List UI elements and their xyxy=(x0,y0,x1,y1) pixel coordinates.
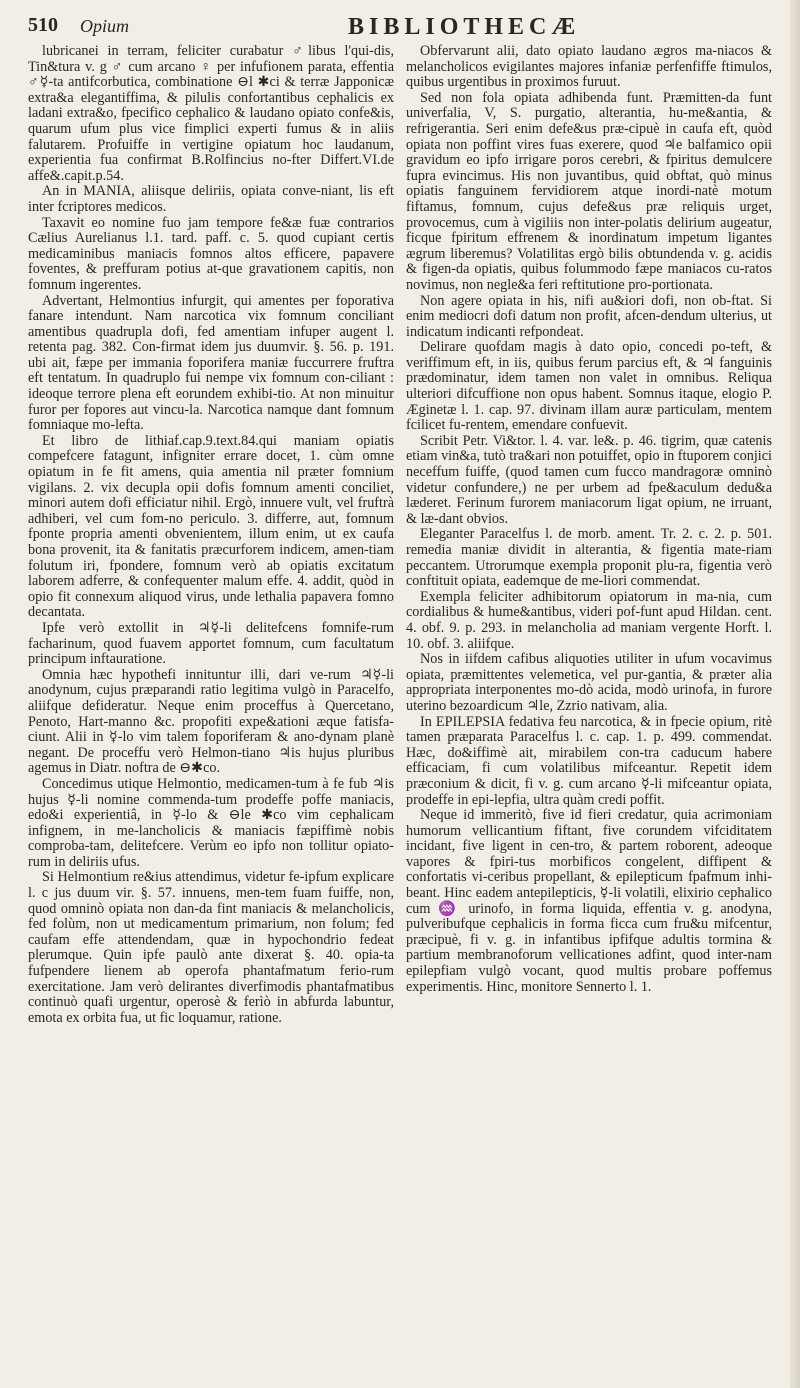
paragraph: Non agere opiata in his, nifi au&iori dofi, non ob-ftat. Si enim mediocri dofi datum non profit, afcen-dendum ulterius, ut indicatum indicanti refpondeat. xyxy=(406,292,772,340)
paragraph: Neque id immeritò, five id fieri credatur, quia acrimoniam humorum vellicantium fiftant, five corundem vifciditatem incidant, five ligent in cen-tro, & partem roborent, adeoque vapores & fpiri-tus morbificos congelent, diffipent & confortatis vi-ceribus propellant, & epilepticum fpafmum inhi-beant. Hinc eadem antepilepticis, ☿-li volatili, elixirio cephalico cum ♒ urinofo, in forma liquida, effentia v. g. anodyna, pulveribufque cephalicis in forma ficca cum fru&u mifcentur, præcipuè, fi v. g. in infantibus ipfifque adultis tormina & partium membranoforum vellicationes adfint, quod inter-nam epilepfiam vulgò vocant, quod multis probare poffemus experimentis. Hinc, monitore Sennerto l. 1. xyxy=(406,807,772,995)
running-word: Opium xyxy=(80,16,129,36)
paragraph: Obfervarunt alii, dato opiato laudano ægros ma-niacos & melancholicos evigilantes majores infaniæ perfenfiffe ftimulos, quibus urgentibus in proximos furuut. xyxy=(406,44,772,91)
paragraph: Delirare quofdam magis à dato opio, concedi po-teft, & veriffimum eft, in iis, quibus ferum parcius eft, & ♃ fanguinis prædominatur, idem tamen non valet in omnibus. Reliqua ulteriori difcuffione non opus habent. Somnus itaque, elogio P. Æginetæ l. 1. cap. 97. divinam illam auræ particulam, mentem fcilicet fu-rentem, emendare confuevit. xyxy=(406,339,772,434)
paragraph: Omnia hæc hypothefi innituntur illi, dari ve-rum ♃☿-li anodynum, cujus præparandi ratio legitima vulgò in Paracelfo, aliifque defideratur. Neque enim proceffus à Quercetano, Penoto, Hart-manno &c. propofiti expe&ationi æque fatisfa-ciunt. Alii in ☿-lo vim talem foporiferam & ano-dynam planè negant. De proceffu verò Helmon-tiano ♃is hujus pluribus agemus in Diatr. noftra de ⊖✱co. xyxy=(28,666,394,777)
paragraph: Exempla feliciter adhibitorum opiatorum in ma-nia, cum cordialibus & hume&antibus, videri pof-funt apud Hildan. cent. 4. obf. 9. p. 293. in melancholia ad maniam vergente Horft. l. 10. obf. 3. aliifque. xyxy=(406,588,772,652)
page-header xyxy=(28,14,788,48)
paragraph: Et libro de lithiaf.cap.9.text.84.qui maniam opiatis compefcere fatagunt, infigniter errare docet, 1. cùm omne opiatum in fe fit amens, quia amentia nil præter fomnium vigilans. 2. vix decupla opii dofis fomnum amenti conciliet, minori autem dofi efficiatur nihil. Ergò, innuere vult, vel fruftrà adhiberi, vel cum fom-no periculo. 3. differre, aut, fomnum fponte propria amenti obvenientem, illum enim, ut ex caufa bona provenit, ita & fanitatis præcurforem indicem, amen-tiam folutum iri, fpondere, fomnum verò ab opiatis excitatum laborem adferre, & confequenter malum effe. 4. addit, quòd in opio fit connexum aliquod virus, unde lethalia papavera fomno decantata. xyxy=(28,432,394,621)
page-edge xyxy=(790,0,800,1388)
paragraph: lubricanei in terram, feliciter curabatur ♂libus l'qui-dis, Tin&tura v. g ♂ cum arcano ♀ per infufionem parata, effentia ♂☿-ta antifcorbutica, combinatione ⊖l ✱ci & terræ Japponicæ extra&a elegantiffima, & pilulis confortantibus cephalicis ex ladani extra&o, fpecifico cephalico & laudano opiato confe&is, quarum ufum plus vice fimplici experti fumus & in aliis falutarem. Profuiffe in vertigine opiatum hoc laudanum, experientia fua confirmat B.Rolfincius no-fter Differt.VI.de affe&.capit.p.54. xyxy=(28,44,394,184)
paragraph: An in MANIA, aliisque deliriis, opiata conve-niant, lis eft inter fcriptores medicos. xyxy=(28,183,394,215)
paragraph: In EPILEPSIA fedativa feu narcotica, & in fpecie opium, ritè tamen præparata Paracelfus l. c. cap. 1. p. 499. commendat. Hæc, do&iffimè ait, mirabilem con-tra caducum habere efficaciam, fi cum volatilibus mifceantur. Repetit idem præconium & dicit, fi v. g. cum arcano ☿-li mifceantur opiata, prodeffe in epi-lepfia, ultra quàm credi poffit. xyxy=(406,713,772,808)
paragraph: Concedimus utique Helmontio, medicamen-tum à fe fub ♃is hujus ☿-li nomine commenda-tum prodeffe poffe maniacis, edo&i experientiâ, in ☿-lo & ⊖le ✱co vim cephalicam infignem, in me-lancholicis & maniacis fæpiffimè nobis comproba-tam, delitefcere. Verùm eo ipfo non tollitur opiato-rum in deliriis ufus. xyxy=(28,775,394,870)
paragraph: Ipfe verò extollit in ♃☿-li delitefcens fomnife-rum facharinum, quod fuavem apportet fomnum, cum facultatum principum inftauratione. xyxy=(28,619,394,668)
paragraph: Taxavit eo nomine fuo jam tempore fe&æ fuæ contrarios Cælius Aurelianus l.1. tard. paff. c. 5. quod cupiant certis medicaminibus maniacis fomnos altos efficere, papavere foventes, & preffuram potius at-que gravationem capitis, non fomnum ingerentes. xyxy=(28,214,394,293)
paragraph: Scribit Petr. Vi&tor. l. 4. var. le&. p. 46. tigrim, quæ catenis etiam vin&a, tutò tra&ari non potuiffet, opio in ftuporem conjici neceffum fuiffe, (quod tamen cum fucco mandragoræ omninò videtur confundere,) ne per urbem ad fpe&aculum dedu&a læderet. Ferinum furorem maniacorum ligat opium, ne irruant, & læ-dant obvios. xyxy=(406,432,772,527)
paragraph: Nos in iifdem cafibus aliquoties utiliter in ufum vocavimus opiata, præmittentes velemetica, vel pur-gantia, & præter alia appropriata interponentes mo-dò acida, modò urinofa, in furore uterino bezoardicum ♃le, Zzrio nativam, alia. xyxy=(406,651,772,714)
paragraph: Si Helmontium re&ius attendimus, videtur fe-ipfum explicare l. c jus duum vir. §. 57. innuens, men-tem fuam fuiffe, non, quod omninò opiata non dan-da fint maniacis & melancholicis, fed folùm, non ut medicamentum primarium, non folum; fed caufam effe attendendam, quæ in hypochondrio fedeat plerumque. Quin ipfe paulò ante dixerat §. 40. opia-ta fufpendere lienem ab operofa phantafmatum ferio-rum exercitatione. Jam verò delirantes diverfimodis phantafmatibus continuò quafi urgentur, operosè & ferìò in abfurda labuntur, emota ex orbita fua, ut fic loquamur, ratione. xyxy=(28,869,394,1026)
left-column xyxy=(28,44,394,1370)
page-number: 510 xyxy=(28,14,58,36)
paragraph: Eleganter Paracelfus l. de morb. ament. Tr. 2. c. 2. p. 501. remedia maniæ dividit in alterantia, & figentia mate-riam peccantem. Utrorumque exempla proponit plu-ra, figentia verò conftituit opiata, eademque de me-liori commendat. xyxy=(406,526,772,590)
right-column xyxy=(406,44,772,1370)
paragraph: Advertant, Helmontius infurgit, qui amentes per foporativa fanare intendunt. Nam narcotica vix fomnum conciliant amentibus quadrupla dofi, fed amentiam infuper augent l. retenta pag. 382. Con-firmat idem jus duumvir. §. 56. p. 191. ubi ait, fæpe per immania foporifera maniæ fuccurrere fruftra eft tentatum. In quadruplo fui nempe vix fomnum con-ciliant : ideoque terrore plena eft eorundem exhibi-tio. At non minuitur furor per fopores aut vincu-la. Narcotica namque dant fomnum fomniaque mo-lefta. xyxy=(28,292,394,434)
paragraph: Sed non fola opiata adhibenda funt. Præmitten-da funt univerfalia, V, S. purgatio, alterantia, hu-me&antia, & refrigerantia. Seri enim defe&us præ-cipuè in caufa eft, quòd opiata non poffint vires fuas exerere, quod ♃e balfamico opii gravidum eo ipfo irrigare poros cerebri, & fpiritus demulcere fupra evincimus. His non juvantibus, quid obftat, quò minus opiatis fanguinem fervidiorem atque inordi-natè motum fiftamus, fomnum, cujus defe&us præ reliquis urget, provocemus, cum à vigiliis non inter-polatis delirium augeatur, ficque fpiritum effrenem & inordinatum impetum ligantes ægrum liberemus? Volatilitas ergò bilis obtundenda v. g. acidis & figen-da opiatis, quibus folummodo fæpe maniacos cu-ratos novimus, non negle&a feri reftitutione pro-portionata. xyxy=(406,89,772,293)
running-head: BIBLIOTHECÆ xyxy=(348,14,581,40)
